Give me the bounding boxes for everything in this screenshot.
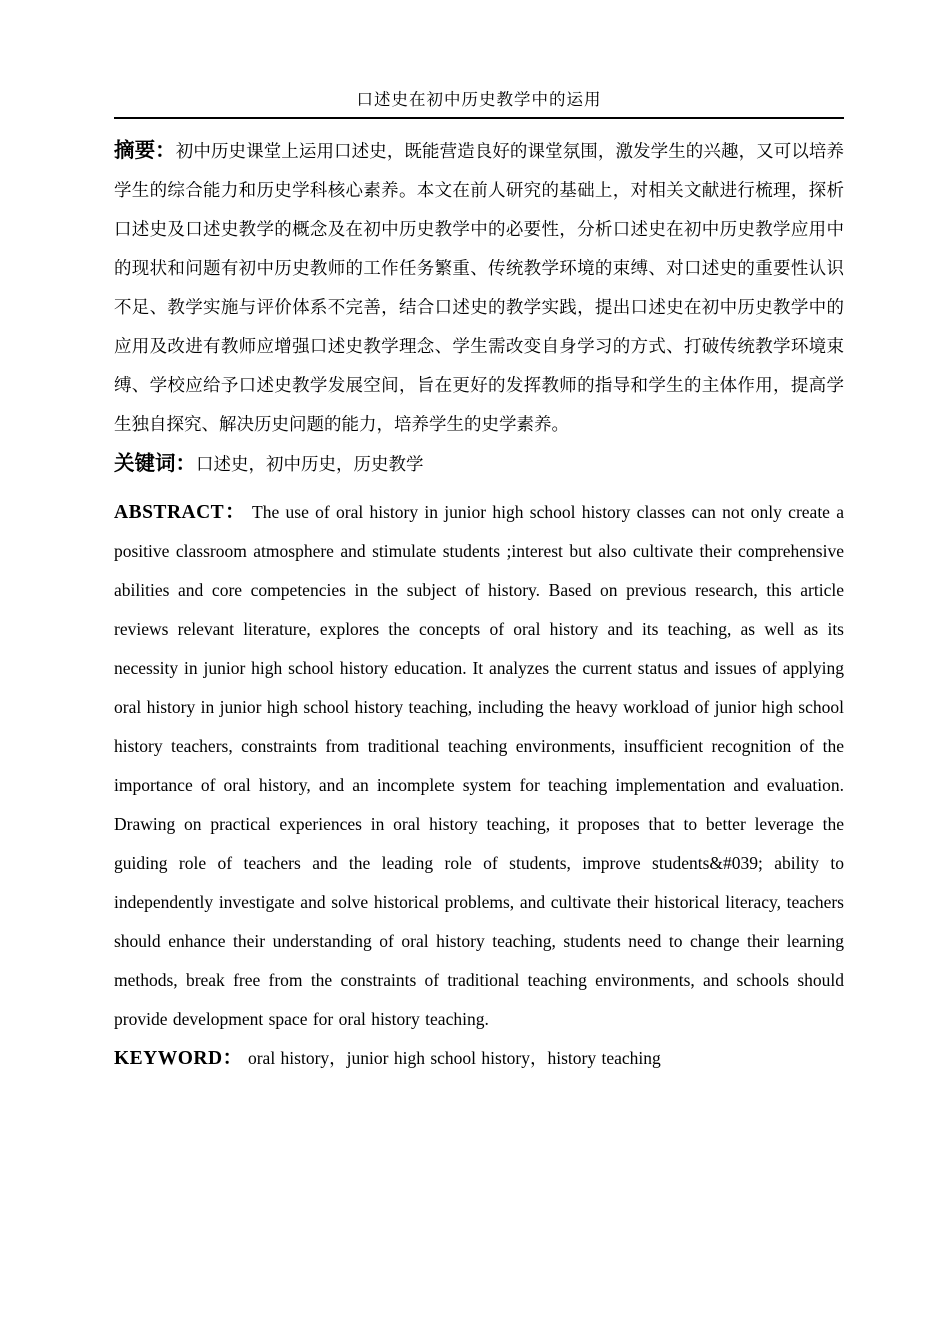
keywords-en-label: KEYWORD：	[114, 1048, 243, 1069]
abstract-en-label: ABSTRACT：	[114, 502, 247, 523]
keywords-cn-line	[114, 444, 844, 484]
abstract-cn-label: 摘要：	[114, 139, 176, 162]
abstract-cn-paragraph	[114, 131, 844, 444]
keywords-cn-label: 关键词：	[114, 452, 196, 475]
abstract-cn-text: 初中历史课堂上运用口述史，既能营造良好的课堂氛围，激发学生的兴趣，又可以培养学生的综合能力和历史学科核心素养。本文在前人研究的基础上，对相关文献进行梳理，探析口述史及口述史教学的概念及在初中历史教学中的必要性，分析口述史在初中历史教学应用中的现状和问题有初中历史教师的工作任务繁重、传统教学环境的束缚、对口述史的重要性认识不足、教学实施与评价体系不完善，结合口述史的教学实践，提出口述史在初中历史教学中的应用及改进有教师应增强口述史教学理念、学生需改变自身学习的方式、打破传统教学环境束缚、学校应给予口述史教学发展空间，旨在更好的发挥教师的指导和学生的主体作用，提高学生独自探究、解决历史问题的能力，培养学生的史学素养。	[114, 141, 845, 434]
abstract-en-paragraph	[114, 493, 844, 1039]
keywords-en-line	[114, 1039, 844, 1078]
keywords-en-text: oral history，junior high school history，history teaching	[247, 1048, 661, 1068]
abstract-en-text: The use of oral history in junior high school history classes can not only create a positive classroom atmosphere and stimulate students ;interest but also cultivate their comprehensive abilities and core competencies in the subject of history. Based on previous research, this article reviews relevant literature, explores the concepts of oral history and its teaching, as well as its necessity in junior high school history education. It analyzes the current status and issues of applying oral history in junior high school history teaching, including the heavy workload of junior high school history teachers, constraints from traditional teaching environments, insufficient recognition of the importance of oral history, and an incomplete system for teaching implementation and evaluation. Drawing on practical experiences in oral history teaching, it proposes that to better leverage the guiding role of teachers and the leading role of students, improve students&#039; ability to independently investigate and solve historical problems, and cultivate their historical literacy, teachers should enhance their understanding of oral history teaching, students need to change their learning methods, break free from the constraints of traditional teaching environments, and schools should provide development space for oral history teaching.	[114, 502, 845, 1029]
page-title: 口述史在初中历史教学中的运用	[356, 90, 602, 109]
doc-header	[114, 86, 844, 119]
keywords-cn-text: 口述史，初中历史，历史教学	[196, 454, 424, 474]
